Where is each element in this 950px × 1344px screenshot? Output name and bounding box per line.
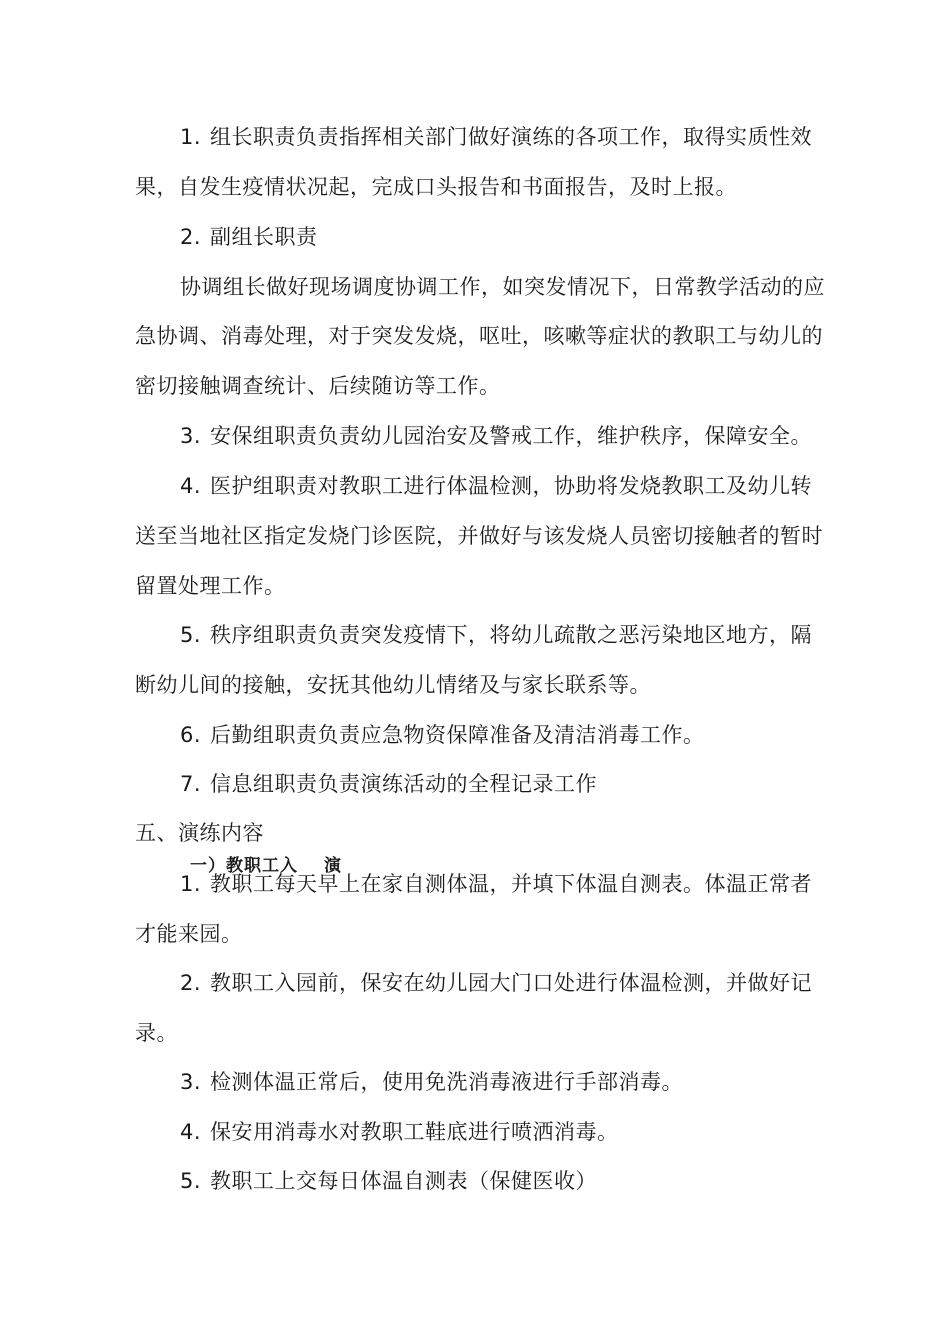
line-text: 副组长职责	[210, 225, 318, 249]
line-text: 断幼儿间的接触，安抚其他幼儿情绪及与家长联系等。	[135, 673, 651, 697]
list-number: 3.	[180, 1070, 202, 1094]
list-number: 1.	[180, 125, 202, 149]
list-number: 2.	[180, 971, 202, 995]
list-number: 4.	[180, 474, 202, 498]
line-text: 协调组长做好现场调度协调工作，如突发情况下，日常教学活动的应	[180, 275, 825, 299]
line-text: 后勤组职责负责应急物资保障准备及清洁消毒工作。	[210, 723, 705, 747]
paragraph-line	[180, 720, 705, 750]
line-text: 秩序组职责负责突发疫情下，将幼儿疏散之恶污染地区地方，隔	[210, 623, 812, 647]
list-number: 5.	[180, 623, 202, 647]
paragraph-line	[135, 321, 823, 351]
line-text: 检测体温正常后，使用免洗消毒液进行手部消毒。	[210, 1070, 683, 1094]
sub-heading-left: 一）教职工入	[190, 856, 298, 876]
line-text: 教职工上交每日体温自测表（保健医收）	[210, 1169, 597, 1193]
list-number: 5.	[180, 1169, 202, 1193]
line-text: 录。	[135, 1021, 178, 1045]
paragraph-line	[180, 1117, 619, 1147]
paragraph-line	[135, 371, 501, 401]
line-text: 才能来园。	[135, 922, 243, 946]
paragraph-line	[180, 1067, 683, 1097]
paragraph-line	[135, 172, 737, 202]
line-text: 急协调、消毒处理，对于突发发烧，呕吐，咳嗽等症状的教职工与幼儿的	[135, 324, 823, 348]
line-text: 密切接触调查统计、后续随访等工作。	[135, 374, 501, 398]
line-text: 信息组职责负责演练活动的全程记录工作	[210, 772, 597, 796]
list-number: 7.	[180, 772, 202, 796]
section-heading	[135, 818, 264, 848]
list-number: 1.	[180, 872, 202, 896]
paragraph-line	[135, 521, 823, 551]
paragraph-line	[180, 869, 812, 899]
line-text: 教职工入园前，保安在幼儿园大门口处进行体温检测，并做好记	[210, 971, 812, 995]
line-text: 安保组职责负责幼儿园治安及警戒工作，维护秩序，保障安全。	[210, 424, 812, 448]
line-text: 保安用消毒水对教职工鞋底进行喷洒消毒。	[210, 1120, 619, 1144]
paragraph-line	[180, 1166, 597, 1196]
sub-heading-right: 演	[324, 856, 342, 876]
line-text: 送至当地社区指定发烧门诊医院，并做好与该发烧人员密切接触者的暂时	[135, 524, 823, 548]
line-text: 教职工每天早上在家自测体温，并填下体温自测表。体温正常者	[210, 872, 812, 896]
paragraph-line	[135, 1018, 178, 1048]
line-text: 医护组职责对教职工进行体温检测，协助将发烧教职工及幼儿转	[210, 474, 812, 498]
paragraph-line	[180, 272, 825, 302]
line-text: 组长职责负责指挥相关部门做好演练的各项工作，取得实质性效	[210, 125, 812, 149]
paragraph-line	[180, 421, 812, 451]
list-number: 3.	[180, 424, 202, 448]
paragraph-line	[135, 670, 651, 700]
paragraph-line	[180, 471, 812, 501]
line-text: 果，自发生疫情状况起，完成口头报告和书面报告，及时上报。	[135, 175, 737, 199]
list-number: 4.	[180, 1120, 202, 1144]
paragraph-line	[180, 769, 597, 799]
paragraph-line	[180, 222, 318, 252]
paragraph-line	[180, 122, 812, 152]
line-text: 五、演练内容	[135, 821, 264, 845]
paragraph-line	[180, 620, 812, 650]
line-text: 留置处理工作。	[135, 574, 286, 598]
paragraph-line	[135, 919, 243, 949]
paragraph-line	[180, 968, 812, 998]
list-number: 6.	[180, 723, 202, 747]
paragraph-line	[135, 571, 286, 601]
list-number: 2.	[180, 225, 202, 249]
